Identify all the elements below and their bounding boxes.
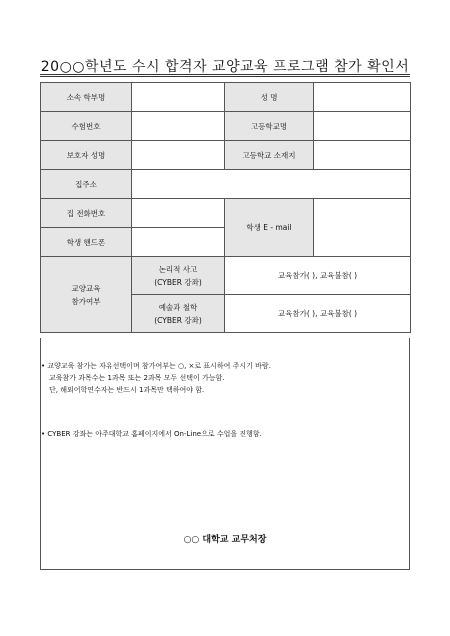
- exam-no-label: 수험번호: [41, 112, 132, 141]
- mobile-field[interactable]: [132, 228, 225, 257]
- course-name-line2: (CYBER 강좌): [154, 277, 202, 287]
- document-title: 20○○학년도 수시 합격자 교양교육 프로그램 참가 확인서: [40, 59, 410, 75]
- note-line: • 교양교육 참가는 자유선택이며 참가여부는 ○, ×로 표시하여 주시기 바람.: [41, 362, 271, 370]
- course-status-art[interactable]: 교육참가( ), 교육불참( ): [225, 295, 411, 333]
- mobile-label: 학생 핸드폰: [41, 228, 132, 257]
- guardian-label: 보호자 성명: [41, 141, 132, 170]
- notes-section: [40, 338, 410, 570]
- note-line: 단, 해외어학연수자는 반드시 1과목만 택하여야 함.: [49, 386, 205, 394]
- school-location-field[interactable]: [314, 141, 411, 170]
- title-underline-double: [40, 76, 410, 77]
- high-school-field[interactable]: [314, 112, 411, 141]
- name-label: 성 명: [225, 83, 314, 112]
- confirmation-form-table: [40, 82, 411, 333]
- home-phone-label: 집 전화번호: [41, 199, 132, 228]
- home-address-label: 집주소: [41, 170, 132, 199]
- guardian-field[interactable]: [132, 141, 225, 170]
- participation-label-line2: 참가여부: [71, 296, 101, 306]
- note-line: 교육참가 과목수는 1과목 또는 2과목 모두 선택이 가능함.: [49, 374, 225, 382]
- dept-field[interactable]: [132, 83, 225, 112]
- course-name-logic: [132, 257, 225, 295]
- course-name-line2: (CYBER 강좌): [154, 315, 202, 325]
- high-school-label: 고등학교명: [225, 112, 314, 141]
- home-phone-field[interactable]: [132, 199, 225, 228]
- title-underline: [40, 74, 410, 75]
- course-name-art: [132, 295, 225, 333]
- dept-label: 소속 학부명: [41, 83, 132, 112]
- school-location-label: 고등학교 소재지: [225, 141, 314, 170]
- participation-label: [41, 257, 132, 333]
- email-label: 학생 E - mail: [225, 199, 314, 257]
- note-participation: [41, 360, 271, 396]
- course-name-line1: 예술과 철학: [158, 302, 198, 312]
- exam-no-field[interactable]: [132, 112, 225, 141]
- course-status-logic[interactable]: 교육참가( ), 교육불참( ): [225, 257, 411, 295]
- course-name-line1: 논리적 사고: [158, 264, 198, 274]
- email-field[interactable]: [314, 199, 411, 257]
- name-field[interactable]: [314, 83, 411, 112]
- participation-label-line1: 교양교육: [71, 283, 101, 293]
- note-cyber: • CYBER 강좌는 아주대학교 홈페이지에서 On-Line으로 수업을 진행함.: [41, 430, 262, 438]
- issuer-signature: ○○ 대학교 교무처장: [183, 535, 267, 545]
- home-address-field[interactable]: [132, 170, 411, 199]
